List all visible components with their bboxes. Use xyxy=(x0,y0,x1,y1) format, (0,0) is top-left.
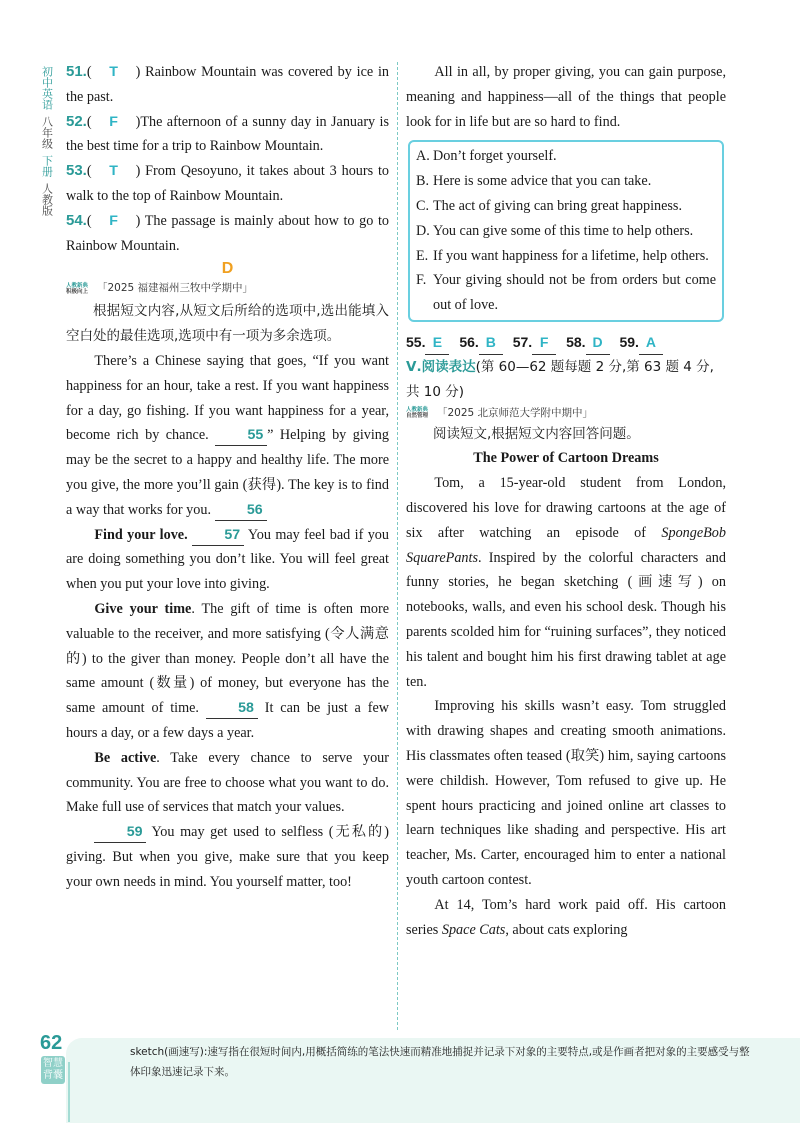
column-divider xyxy=(397,62,398,1030)
paragraph-time xyxy=(66,597,389,746)
option-f xyxy=(416,268,716,318)
answer-value[interactable]: A xyxy=(639,330,663,355)
footer xyxy=(36,1032,800,1123)
paragraph-text: There’s a Chinese saying that goes, “If you want happiness for an hour, take a rest. If you want happiness for a day, go fishing. If you want happiness for a year, become rich by chance. xyxy=(66,352,389,444)
answer-mark: T xyxy=(109,163,118,180)
section-v-title: Ⅴ.阅读表达 xyxy=(406,358,476,375)
answer-number: 59. xyxy=(619,333,639,350)
paragraph-active xyxy=(66,746,389,820)
answer-value[interactable]: E xyxy=(425,330,449,355)
paren-close: ) xyxy=(135,113,141,130)
paragraph-text: You may get used to selfless (无私的) giving. But when you give, make sure that you keep your own needs in mind. You yourself matter, too! xyxy=(66,824,389,890)
paragraph-heading: Be active xyxy=(94,749,157,766)
option-d xyxy=(416,219,716,244)
answer-number: 56. xyxy=(459,333,479,350)
side-tab xyxy=(40,66,56,216)
answer-mark: F xyxy=(109,212,118,229)
option-text: Your giving should not be from orders but come out of love. xyxy=(433,272,716,314)
left-column xyxy=(66,60,389,895)
option-a xyxy=(416,144,716,169)
question-53 xyxy=(66,159,389,209)
answer-value[interactable]: B xyxy=(479,330,503,355)
source-text: 「2025 北京师范大学附中期中」 xyxy=(437,406,594,419)
question-text: From Qesoyuno, it takes about 3 hours to walk to the top of Rainbow Mountain. xyxy=(66,163,389,204)
paragraph-intro xyxy=(66,349,389,523)
paragraph-text: You may feel bad if you are doing something you don’t like. You will feel great when you put your love into giving. xyxy=(66,526,389,593)
paragraph-text: It can be just a few hours a day, or a few days a year. xyxy=(66,700,390,741)
paren-open: ( xyxy=(86,163,92,180)
question-number: 54. xyxy=(66,211,87,229)
option-b xyxy=(416,169,716,194)
source-line xyxy=(66,280,389,297)
option-letter: E. xyxy=(416,247,429,264)
series-title: Space Cats xyxy=(441,921,506,938)
story-paragraph-1 xyxy=(406,471,726,694)
section-v-note: (第 60—62 题每题 2 分,第 63 题 4 分,共 10 分) xyxy=(406,358,714,400)
paren-open: ( xyxy=(86,113,92,130)
section-d-heading: D xyxy=(221,260,234,278)
paragraph-text: . Take every chance to serve your community. You are free to choose what you want to do. Make full use of services that match your values. xyxy=(66,749,389,816)
paragraph-text: At 14, Tom’s hard work paid off. His cartoon series xyxy=(406,896,726,938)
paragraph-self xyxy=(66,820,389,894)
option-c xyxy=(416,194,716,219)
option-text: Don’t forget yourself. xyxy=(433,148,557,165)
passage-title: The Power of Cartoon Dreams xyxy=(473,450,659,467)
source-badge-bottom: 自然管理 xyxy=(406,413,429,420)
question-text: Rainbow Mountain was covered by ice in the past. xyxy=(66,64,389,105)
paragraph-text: ” Helping by giving may be the secret to a happy and healthy life. The more you give, the more you’ll gain (获得). The key is to find a way that works for you. xyxy=(66,427,389,518)
footer-badge: 智慧背囊 xyxy=(41,1056,65,1084)
question-54 xyxy=(66,209,389,259)
answer-row xyxy=(406,330,726,355)
paragraph-text: Tom, a 15-year-old student from London, discovered his love for drawing cartoons at the age of six after watching an episode of xyxy=(406,475,726,541)
option-letter: B. xyxy=(416,173,430,190)
option-e xyxy=(416,244,716,269)
option-letter: A. xyxy=(416,148,430,165)
show-title: SpongeBob SquarePants xyxy=(406,524,726,566)
side-tab-volume: 下册 xyxy=(40,155,54,177)
paragraph-text: . Inspired by the colorful characters and funny stories, he began sketching (画速写) on notebooks, walls, and even his school desk. Though his parents scolded him for “ruining surfaces”, they noticed his talent and bought him his first drawing tablet at age ten. xyxy=(406,549,726,690)
source-badge-top: 人教新典 xyxy=(406,407,429,414)
paragraph-conclusion: All in all, by proper giving, you can gain purpose, meaning and happiness—all of the things that people look for in life but are so hard to find. xyxy=(406,64,726,130)
source-text: 「2025 福建福州三牧中学期中」 xyxy=(97,282,254,295)
blank-58[interactable]: 58 xyxy=(206,698,258,719)
paren-open: ( xyxy=(86,212,92,229)
side-tab-grade: 初中英语 xyxy=(40,66,54,110)
paren-close: ) xyxy=(135,64,141,80)
paragraph-heading: Give your time xyxy=(94,600,192,617)
answer-number: 58. xyxy=(566,333,586,350)
options-box xyxy=(408,140,724,322)
paragraph-heading: Find your love. xyxy=(94,526,188,543)
source-badge xyxy=(66,283,94,295)
question-52 xyxy=(66,110,389,160)
right-column xyxy=(406,60,726,942)
answer-value[interactable]: D xyxy=(586,330,610,355)
answer-number: 55. xyxy=(406,333,426,350)
paragraph-text: . The gift of time is often more valuable to the receiver, and more satisfying (令人满意的) to the giver than money. People don’t all have the same amount (数量) of money, but everyone has the same amount of time. xyxy=(66,600,389,717)
option-letter: F. xyxy=(416,272,427,289)
source-badge xyxy=(406,407,434,419)
option-letter: D. xyxy=(416,222,430,239)
answer-value[interactable]: F xyxy=(532,330,556,355)
option-text: You can give some of this time to help others. xyxy=(433,222,694,239)
story-paragraph-2: Improving his skills wasn’t easy. Tom struggled with drawing shapes and creating smooth animations. His classmates often teased (取笑) him, saying cartoons were childish. However, Tom refused to give up. He spent hours practicing and joined online art classes to learn techniques like shading and perspective. His art teacher, Ms. Carter, encouraged him to enter a national youth cartoon contest. xyxy=(406,698,726,888)
instruction: 根据短文内容,从短文后所给的选项中,选出能填入空白处的最佳选项,选项中有一项为多余选项。 xyxy=(66,303,389,345)
blank-55[interactable]: 55 xyxy=(215,425,267,446)
blank-59[interactable]: 59 xyxy=(94,822,146,843)
paragraph-love xyxy=(66,523,389,597)
instruction: 阅读短文,根据短文内容回答问题。 xyxy=(433,425,640,442)
footer-divider xyxy=(68,1062,70,1122)
paragraph-text: , about cats exploring xyxy=(505,921,628,938)
answer-number: 57. xyxy=(512,333,533,350)
option-text: The act of giving can bring great happiness. xyxy=(433,197,682,214)
question-51 xyxy=(66,60,389,110)
section-v-heading xyxy=(406,355,726,405)
page-number: 62 xyxy=(40,1032,63,1054)
question-text: The afternoon of a sunny day in January is the best time for a trip to Rainbow Mountain. xyxy=(66,113,389,155)
source-badge-top: 人教新典 xyxy=(66,282,89,289)
source-line xyxy=(406,405,726,422)
question-number: 52. xyxy=(66,112,87,130)
option-text: If you want happiness for a lifetime, help others. xyxy=(433,247,709,264)
side-tab-level: 八年级 xyxy=(40,116,54,149)
story-paragraph-3 xyxy=(406,893,726,943)
side-tab-edition: 人教版 xyxy=(40,183,54,216)
blank-56[interactable]: 56 xyxy=(215,500,267,521)
question-number: 53. xyxy=(66,162,87,180)
footer-note: sketch(画速写):速写指在很短时间内,用概括简练的笔法快速而精准地捕捉并记录下对象的主要特点,或是作画者把对象的主要感受与整体印象迅速记录下来。 xyxy=(130,1046,750,1078)
option-letter: C. xyxy=(416,197,430,214)
answer-mark: T xyxy=(109,64,118,80)
paren-open: ( xyxy=(86,64,92,80)
answer-mark: F xyxy=(109,113,118,130)
blank-57[interactable]: 57 xyxy=(192,525,244,546)
option-text: Here is some advice that you can take. xyxy=(433,173,652,190)
paren-close: ) xyxy=(135,163,141,180)
paren-close: ) xyxy=(135,212,141,229)
source-badge-bottom: 积极向上 xyxy=(66,288,89,295)
question-number: 51. xyxy=(66,63,87,80)
question-text: The passage is mainly about how to go to Rainbow Mountain. xyxy=(66,212,389,254)
